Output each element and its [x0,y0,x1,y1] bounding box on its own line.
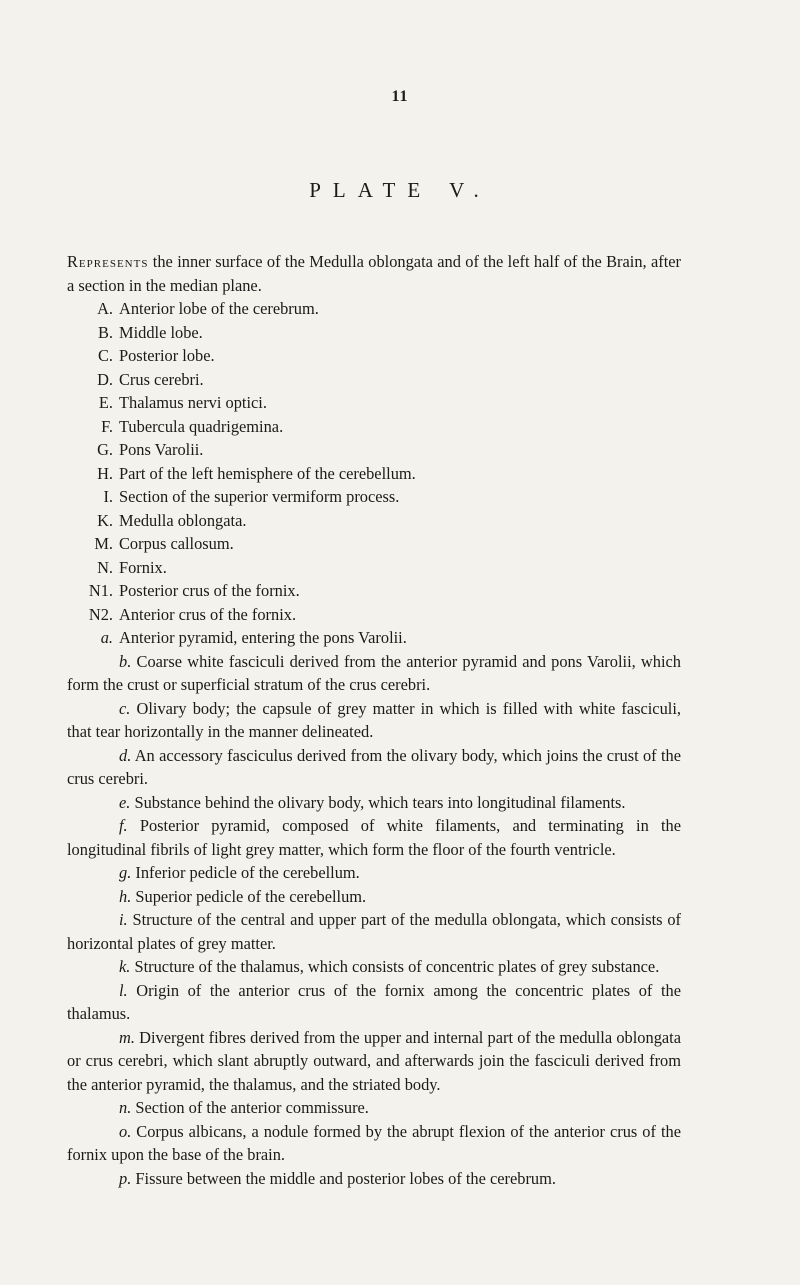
legend-entry [67,579,681,603]
legend-letter: A. [97,299,113,318]
legend-text: Divergent fibres derived from the upper and internal part of the medulla oblongata or crus cerebri, which slant abruptly outward, and afterwards join the fasciculi derived from the anterior pyramid, the thalamus, and the striated body. [67,1027,681,1094]
legend-text: Origin of the anterior crus of the fornix among the concentric plates of the thalamus. [67,980,681,1023]
legend-letter: g. [119,863,132,882]
legend-letter: I. [103,487,113,506]
legend-letter: c. [119,698,131,718]
legend-entry [67,532,681,556]
legend-letter: b. [119,651,132,671]
legend-letter: f. [119,816,128,835]
legend-text: Anterior lobe of the cerebrum. [119,299,319,318]
legend-entry [67,603,681,627]
legend-letter: d. [119,745,132,765]
legend-entry [67,321,681,345]
plate-title: PLATE V. [309,178,491,202]
legend-entry [67,297,681,321]
legend-paragraph [67,1026,681,1097]
legend-list [67,297,681,650]
legend-paragraphs [67,650,681,1191]
legend-paragraph [67,1167,681,1191]
legend-text: Posterior pyramid, composed of white filaments, and terminating in the longitudinal fibrils of light grey matter, which form the floor of the fourth ventricle. [67,816,681,859]
legend-text: Corpus albicans, a nodule formed by the abrupt flexion of the anterior crus of the fornix upon the base of the brain. [67,1121,681,1164]
legend-letter: G. [97,440,113,459]
legend-entry [67,556,681,580]
legend-letter: C. [97,346,113,365]
page-number: 11 [391,88,409,105]
legend-text: Pons Varolii. [119,440,204,459]
legend-letter: F. [101,416,113,436]
legend-entry [67,485,681,509]
legend-text: Section of the anterior commissure. [135,1098,369,1117]
legend-text: Anterior pyramid, entering the pons Varolii. [119,628,407,647]
legend-paragraph [67,744,681,791]
legend-text: An accessory fasciculus derived from the olivary body, which joins the crust of the crus cerebri. [67,745,681,788]
legend-entry [67,391,681,415]
legend-letter: h. [119,886,132,906]
legend-paragraph [67,650,681,697]
legend-paragraph [67,885,681,909]
plate-description [67,250,681,1190]
legend-text: Thalamus nervi optici. [119,393,267,412]
legend-entry [67,626,681,650]
legend-text: Tubercula quadrigemina. [119,416,284,436]
legend-letter: k. [119,957,131,976]
legend-paragraph [67,1120,681,1167]
intro-paragraph [67,250,681,297]
legend-letter: B. [97,322,113,342]
legend-text: Structure of the thalamus, which consists of concentric plates of grey substance. [134,957,660,976]
legend-letter: p. [119,1168,132,1188]
legend-paragraph [67,791,681,815]
legend-text: Posterior crus of the fornix. [119,581,300,600]
legend-letter: D. [97,369,113,389]
legend-text: Corpus callosum. [119,534,234,553]
legend-text: Section of the superior vermiform process. [119,487,400,506]
legend-letter: N2. [88,604,113,624]
legend-paragraph [67,814,681,861]
legend-entry [67,509,681,533]
legend-text: Anterior crus of the fornix. [119,604,297,624]
legend-text: Coarse white fasciculi derived from the anterior pyramid and pons Varolii, which form the crust or superficial stratum of the crus cerebri. [67,651,681,694]
legend-text: Crus cerebri. [119,369,204,389]
legend-letter: E. [98,393,113,412]
legend-text: Olivary body; the capsule of grey matter in which is filled with white fasciculi, that tear horizontally in the manner delineated. [67,698,681,741]
legend-text: Inferior pedicle of the cerebellum. [135,863,360,882]
legend-entry [67,438,681,462]
legend-text: Part of the left hemisphere of the cerebellum. [119,463,416,483]
legend-letter: M. [94,534,113,553]
legend-text: Substance behind the olivary body, which tears into longitudinal filaments. [134,792,626,812]
legend-text: Middle lobe. [119,322,203,342]
legend-letter: n. [119,1098,132,1117]
legend-paragraph [67,979,681,1026]
legend-entry [67,344,681,368]
intro-text: the inner surface of the Medulla oblongata and of the left half of the Brain, after a section in the median plane. [67,252,681,295]
legend-entry [67,368,681,392]
legend-paragraph [67,955,681,979]
legend-letter: N. [97,557,113,577]
legend-letter: N1. [88,581,113,600]
legend-letter: o. [119,1121,132,1141]
legend-text: Fornix. [119,557,167,577]
legend-text: Structure of the central and upper part of the medulla oblongata, which consists of horizontal plates of grey matter. [67,910,681,953]
legend-letter: e. [119,792,131,812]
legend-paragraph [67,1096,681,1120]
legend-letter: i. [119,910,128,929]
legend-text: Medulla oblongata. [119,510,247,530]
legend-text: Fissure between the middle and posterior lobes of the cerebrum. [135,1168,556,1188]
legend-letter: H. [97,463,113,483]
legend-entry [67,415,681,439]
legend-paragraph [67,908,681,955]
legend-paragraph [67,697,681,744]
legend-paragraph [67,861,681,885]
legend-text: Superior pedicle of the cerebellum. [135,886,367,906]
intro-lead-word: Represents [67,252,149,271]
legend-text: Posterior lobe. [119,346,215,365]
legend-letter: m. [119,1027,135,1047]
legend-letter: l. [119,980,128,1000]
legend-letter: a. [100,628,113,647]
legend-letter: K. [97,510,113,530]
legend-entry [67,462,681,486]
